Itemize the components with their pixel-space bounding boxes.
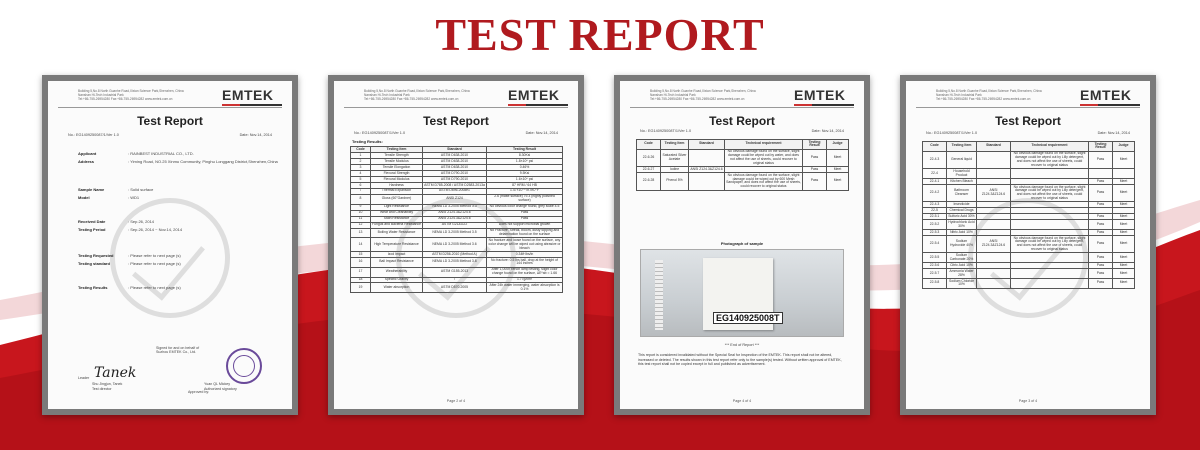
table-cell: Weatherability [371, 267, 423, 277]
field-address: Address : Yiming Road, NO.25 Xinmu Community, Pinghu Longgang District,Shenzhen,China [78, 159, 278, 164]
table-cell: 10 [351, 210, 371, 216]
field-testing-results: Testing Results : Please refer to next page (s) [78, 285, 181, 290]
table-cell: Tensile Strength [371, 152, 423, 158]
table-cell: 12 [351, 222, 371, 228]
table-header-row [637, 140, 849, 150]
table-cell: 13 [351, 228, 371, 238]
table-cell: Pass [1089, 220, 1113, 230]
table-cell: No obvious damage found on the surface, slight damage could be wiped out by Lilly detergent, and does not affect the use of sheets, could recover to original status [1011, 184, 1089, 201]
table-cell [977, 269, 1011, 279]
table-cell: ANSI Z124.3&Z124.6 [423, 216, 487, 222]
report-title: Test Report [709, 114, 775, 128]
table-cell: / [423, 277, 487, 283]
table-cell [1011, 253, 1089, 263]
table-cell: 9 [351, 204, 371, 210]
table-cell: ASTM D696-2008e1 [423, 188, 487, 194]
table-cell: Light Resistance [371, 204, 423, 210]
report-meta [640, 129, 844, 133]
table-cell: 3 [351, 164, 371, 170]
table-cell: After 1,000h xenon lamp testing, slight color change found on the surface, ΔE*ab = 1.66 [487, 267, 563, 277]
table-cell: 2.6 (matte surface) 79.3 (highly polished surface) [487, 194, 563, 204]
letterhead-divider [344, 107, 568, 108]
table-cell: Meet [1113, 253, 1135, 263]
table-cell: 22-4 [923, 169, 947, 179]
table-cell: ASTM D785-2008 / ASTM D2583-2013a [424, 182, 485, 187]
table-cell: ANSI Z124.3&Z124.6 [977, 184, 1011, 201]
table-cell [1011, 269, 1089, 279]
table-header-cell: Testing Result [1089, 142, 1113, 152]
table-cell: ASTM D638-2010 [423, 164, 487, 170]
table-cell: Pass [487, 210, 563, 216]
sample-photo [640, 249, 844, 337]
table-cell: General liquid [947, 151, 977, 168]
table-cell: Pass [1089, 178, 1113, 184]
field-applicant: Applicant : RAINBEST INDUSTRIAL CO., LTD. [78, 151, 194, 156]
table-cell [689, 173, 725, 190]
table-cell: 22-4.3 [923, 151, 947, 168]
table-cell: Izod Impact [371, 251, 423, 257]
table-cell: Boiling Water Resistance [371, 228, 423, 238]
table-cell: NEMA LD 3-2005 Method 3.6 [423, 238, 487, 252]
table-cell [977, 151, 1011, 168]
table-header-cell: Technical requirement [1011, 142, 1089, 152]
table-cell [1113, 169, 1135, 179]
letterhead-address: Building 5,No.8 North Guanhe Road,Xixian Science Park,Shenzhen, China Nanshan Hi-Tech Industrial Park Tel:+86-755-26954280 Fax:+86-755-26954282 www.emtek.com.cn [364, 89, 470, 101]
table-cell: Hardness [371, 182, 423, 188]
table-header-cell: Standard [689, 140, 725, 150]
letterhead-address: Building 5,No.8 North Guanhe Road,Xixian Science Park,Shenzhen, China Nanshan Hi-Tech Industrial Park Tel:+86-755-26954280 Fax:+86-755-26954282 www.emtek.com.cn [936, 89, 1042, 101]
table-cell: 22-5.8 [923, 278, 947, 288]
report-page-photo[interactable] [614, 75, 870, 415]
table-cell: No obvious damage found on the surface, slight damage could be wiped out by water, and does not affect the use of sheets, could recover to original status [725, 149, 803, 166]
table-header-cell: Code [637, 140, 661, 150]
table-header-cell: Standard [977, 142, 1011, 152]
table-cell: Pass [1089, 184, 1113, 201]
emtek-logo: EMTEK [1080, 87, 1140, 106]
report-title: Test Report [423, 114, 489, 128]
emtek-logo: EMTEK [794, 87, 854, 106]
table-header-cell: Technical requirement [725, 140, 803, 150]
table-cell [1089, 169, 1113, 179]
table-cell: Gloss (60°Gardner) [371, 194, 423, 204]
table-row [923, 236, 1135, 253]
table-cell: 22-5 [923, 208, 947, 214]
table-header-cell: Testing Item [661, 140, 689, 150]
table-cell: No obvious damage found on the surface, slight damage could be wiped out by 600 Mesh Sandpaper, and does not affect the use of sheets, could recover to original status [726, 172, 801, 189]
report-meta [68, 133, 272, 137]
field-sample-name: Sample Name : Solid surface [78, 187, 154, 192]
table-cell: Chemical Drugs [947, 208, 977, 214]
letterhead-address: Building 5,No.8 North Guanhe Road,Xixian Science Park,Shenzhen, China Nanshan Hi-Tech Industrial Park Tel:+86-755-26954280 Fax:+86-755-26954282 www.emtek.com.cn [650, 89, 756, 101]
report-number: No.: EG140925008T/1/Ver 1.0 [354, 131, 406, 135]
signature-block: Signed for and on behalf of Suzhou EMTEK Co., Ltd. Leader Tanek Shu Jingjun, Tanek Test director Approved by: Yuan QL Mickey Authorized signatory [78, 346, 274, 415]
field-received-date: Received Date : Sep.26, 2014 [78, 219, 155, 224]
sample-label: EG140925008T [713, 312, 783, 324]
table-cell: Meet [827, 167, 849, 173]
page-footer: Page 2 of 4 [446, 399, 466, 403]
table-cell: 18 [351, 277, 371, 283]
report-title: Test Report [137, 114, 203, 128]
table-cell: Household Product [947, 169, 977, 179]
field-model: Model : WD1 [78, 195, 140, 200]
table-cell: Thermal Expansion [371, 188, 423, 194]
table-cell: Pass [803, 173, 827, 190]
table-cell: No fracture: 0.5 lbs ball, drop at the height of 144 inches [487, 257, 563, 267]
table-cell: No fracture and loose found on the surface, any color change will be wiped out using abrasive or bleach [488, 237, 561, 250]
table-cell: Meet [1113, 236, 1135, 253]
table-cell: 14 [351, 238, 371, 252]
table-cell: Meet [827, 173, 849, 190]
table-cell: ASTM D638-2010 [423, 158, 487, 164]
table-cell: Pass [1089, 263, 1113, 269]
table-cell: Pass [803, 167, 827, 173]
table-cell: 22-5.7 [923, 269, 947, 279]
table-cell: Meet [1113, 220, 1135, 230]
table-header-cell: Testing Item [371, 147, 423, 153]
table-cell: High Temperature Resistance [371, 238, 423, 252]
page-footer: Page 4 of 4 [732, 399, 752, 403]
table-row [351, 257, 563, 267]
letterhead-address: Building 5,No.8 North Guanhe Road,Xixian Science Park,Shenzhen, China Nanshan Hi-Tech Industrial Park Tel:+86-755-26954280 Fax:+86-755-26954282 www.emtek.com.cn [78, 89, 184, 101]
results-table [636, 139, 849, 191]
report-date: Date: Nov.14, 2014 [239, 133, 272, 137]
report-number: No.: EG140925008T/1/Ver 1.0 [640, 129, 692, 133]
table-cell: Meet [1113, 151, 1135, 168]
table-cell: Iodine [661, 167, 689, 173]
table-cell: Meet [1113, 230, 1135, 236]
table-cell: ASTM G21&G22 [423, 222, 487, 228]
table-cell: 22-5.1 [923, 214, 947, 220]
check-circle-watermark-icon [110, 198, 230, 318]
table-cell: Specific Gravity [371, 277, 423, 283]
table-cell: 8 [351, 194, 371, 204]
report-title: Test Report [995, 114, 1061, 128]
report-date: Date: Nov.14, 2014 [811, 129, 844, 133]
field-testing-period: Testing Period : Sep.26, 2014 ~ Nov.14, 2014 [78, 227, 183, 232]
table-cell: Tensile Modulus [371, 158, 423, 164]
table-cell: Flexural Strength [371, 170, 423, 176]
table-cell: 15 [351, 251, 371, 257]
table-cell: ANSI Z124 [423, 194, 487, 204]
table-cell: 87 HRM / 64 HB [487, 182, 563, 188]
table-cell: 17 [351, 267, 371, 277]
table-cell: NEMA LD 3-2005 Method 3.8 [423, 257, 487, 267]
table-cell [977, 220, 1011, 230]
table-row [923, 253, 1135, 263]
table-cell: Pass [1089, 253, 1113, 263]
table-cell: After 24h water immerging, water absorption is 0.1% [487, 283, 563, 293]
table-cell: Bathroom Cleanser [947, 184, 977, 201]
table-cell: Wear and Cleanability [371, 210, 423, 216]
page-headline: TEST REPORT [435, 9, 765, 60]
table-cell: ASTM D790-2010 [423, 170, 487, 176]
table-cell: 22-4.2 [923, 184, 947, 201]
table-cell [689, 149, 725, 166]
table-cell: NEMA LD 3-2005 Method 3.3 [423, 204, 487, 210]
table-cell: 22-5.5 [923, 253, 947, 263]
table-cell: Saturated Silver Acetate [661, 149, 689, 166]
table-cell: ASTM D256-2010 (Method A) [423, 251, 487, 257]
table-cell: Meet [1113, 263, 1135, 269]
table-row [351, 238, 563, 252]
table-cell: 22-5.6 [923, 263, 947, 269]
table-row [637, 173, 849, 190]
table-cell: Flexural Modulus [371, 176, 423, 182]
table-cell: 22-5.3 [923, 230, 947, 236]
table-cell: Meet [827, 149, 849, 166]
table-cell: 6 [351, 182, 371, 188]
report-date: Date: Nov.14, 2014 [525, 131, 558, 135]
table-cell: 9.5Ksi [487, 170, 563, 176]
results-table [922, 141, 1135, 289]
table-cell: Ammonia Water 28% [947, 269, 977, 279]
emtek-logo: EMTEK [508, 87, 568, 106]
page-footer: Page 3 of 4 [1018, 399, 1038, 403]
table-row [923, 184, 1135, 201]
table-cell: NEMA LD 3-2005 Method 3.5 [423, 228, 487, 238]
table-cell: Sodium Hydroxide 40% [947, 236, 977, 253]
report-meta [926, 131, 1130, 135]
disclaimer: This report is considered invalidated without the Special Seal for Inspection of the EMTEK. This report shall not be altered, increased or deleted. The results shown in this test report refer only to the sample(s) tested. Without written approval of EMTEK, this test report shall not be copied except in full and published as advertisement. [638, 353, 842, 367]
table-cell: 1.6×10⁶ psi [487, 176, 563, 182]
approver-signature: Yuan QL Mickey Authorized signatory [204, 382, 237, 391]
table-cell: ASTM D570-2005 [423, 283, 487, 293]
table-cell: 19 [351, 283, 371, 293]
table-cell: 11 [351, 216, 371, 222]
table-cell: Sulfuric Acid 30% [948, 213, 975, 218]
table-row [923, 269, 1135, 279]
table-cell: 2 [351, 158, 371, 164]
table-cell: 1.47×10⁻⁵ in./in./°F [487, 188, 563, 194]
table-cell: Pass [803, 149, 827, 166]
table-cell: Sodium Chloride 10% [947, 278, 977, 288]
table-cell: No Fracture, Streak, bloom, dusty topping and delamination found on the surface [487, 228, 563, 238]
field-testing-requested: Testing Requested : Please refer to next page (s) [78, 253, 181, 258]
table-cell: Fungus and Bacteria Resistance [372, 222, 422, 227]
table-header-cell: Judge [827, 140, 849, 150]
table-cell: Pass [1089, 214, 1113, 220]
table-header-cell: Code [351, 147, 371, 153]
table-cell: 0.46% [487, 164, 563, 170]
table-cell: 1.77g/cm³ [487, 277, 563, 283]
table-cell: Does not support microbial growth [487, 222, 563, 228]
table-cell [977, 278, 1011, 288]
table-header-cell: Judge [1113, 142, 1135, 152]
section-label: Testing Results: [352, 139, 383, 144]
table-cell: Kitchen Bleach [947, 178, 977, 184]
table-header-cell: Standard [423, 147, 487, 153]
table-cell: 1 [351, 152, 371, 158]
end-of-report: *** End of Report *** [724, 343, 760, 347]
table-cell: No obvious color change found, grey scale 4.5 [487, 204, 563, 210]
table-cell: Meet [1113, 278, 1135, 288]
table-cell: 22-6.28 [637, 173, 661, 190]
table-cell: Meet [1113, 184, 1135, 201]
report-meta [354, 131, 558, 135]
table-cell [1011, 169, 1089, 179]
table-cell: Phenol 5% [661, 173, 689, 190]
tester-signature: Leader Tanek Shu Jingjun, Tanek Test director [78, 365, 137, 391]
table-cell: Citric Acid 10% [947, 263, 977, 269]
table-row [637, 149, 849, 166]
table-cell: Pass [487, 216, 563, 222]
table-cell: 16 [351, 257, 371, 267]
results-table [350, 146, 563, 293]
ruler [655, 260, 663, 330]
table-cell: 22-6.27 [637, 167, 661, 173]
table-cell: 22-5.4 [923, 236, 947, 253]
table-cell: Sodium Carbonate 20% [947, 253, 977, 263]
table-cell: Pass [1089, 151, 1113, 168]
table-row [923, 169, 1135, 179]
letterhead-divider [630, 107, 854, 108]
table-cell: No obvious damage found on the surface, slight damage could be wiped out by Lilly detergent, and does not affect the use of sheets, could recover to original status [1011, 151, 1089, 168]
table-row [351, 228, 563, 238]
field-testing-standard: Testing standard : Please refer to next page (s) [78, 261, 181, 266]
photo-title: Photograph of sample [720, 241, 764, 246]
table-cell: No obvious damage found on the surface, slight damage could be wiped out by Lilly detergent, and does not affect the use of sheets, could recover to original status [1011, 236, 1089, 253]
table-cell [977, 253, 1011, 263]
table-cell: Stain Resistance [371, 216, 423, 222]
letterhead-divider [58, 107, 282, 108]
table-cell: Meet [1113, 269, 1135, 279]
company-seal-icon [226, 348, 262, 384]
table-cell: ANSI Z124.3&Z124.6 [423, 210, 487, 216]
table-cell: ASTM G155-2013 [423, 267, 487, 277]
emtek-logo: EMTEK [222, 87, 282, 106]
table-cell: 0.34ft·lbs/in [487, 251, 563, 257]
table-cell: Pass [1089, 278, 1113, 288]
table-cell [977, 169, 1011, 179]
table-header-row [923, 142, 1135, 152]
table-cell: Insecticide [947, 202, 977, 208]
table-cell: 22-6.26 [637, 149, 661, 166]
table-cell: Pass [1089, 202, 1113, 208]
table-header-cell: Testing Result [803, 140, 827, 150]
report-date: Date: Nov.14, 2014 [1097, 131, 1130, 135]
table-header-cell: Code [923, 142, 947, 152]
table-cell: 22-5.2 [923, 220, 947, 230]
table-cell: Meet [1113, 202, 1135, 208]
table-cell: 22-4.1 [923, 178, 947, 184]
table-cell: 8.30Ksi [487, 152, 563, 158]
table-cell: 1.8×10⁶ psi [487, 158, 563, 164]
table-cell: ASTM D638-2010 [423, 152, 487, 158]
table-cell: ANSI Z124.3&Z124.6 [690, 166, 723, 171]
table-cell: Tensile Elongation [371, 164, 423, 170]
table-cell: Hydrochloric Acid 30% [948, 219, 975, 228]
table-row [351, 194, 563, 204]
letterhead-divider [916, 107, 1140, 108]
table-cell: Nitric Acid 10% [947, 230, 977, 236]
table-header-cell: Testing Item [947, 142, 977, 152]
table-cell: 22-4.3 [923, 202, 947, 208]
table-row [351, 283, 563, 293]
table-cell: ASTM D790-2010 [423, 176, 487, 182]
table-cell: Pass [1089, 269, 1113, 279]
report-page-chemicals[interactable] [900, 75, 1156, 415]
table-cell [1011, 278, 1089, 288]
table-cell: 5 [351, 176, 371, 182]
table-cell: Pass [1089, 230, 1113, 236]
report-number: No.: EG140925008T/1/Ver 1.0 [926, 131, 978, 135]
table-cell: Meet [1113, 178, 1135, 184]
table-cell: Ball Impact Resistance [371, 257, 423, 267]
table-header-cell: Testing Result [487, 147, 563, 153]
table-row [923, 278, 1135, 288]
report-page-results[interactable] [328, 75, 584, 415]
table-cell: 4 [351, 170, 371, 176]
table-cell: Meet [1113, 214, 1135, 220]
report-number: No.: EG1409250087/1/Ver 1.0 [68, 133, 119, 137]
table-cell: ANSI Z124.3&Z124.6 [977, 236, 1011, 253]
table-cell: 7 [351, 188, 371, 194]
table-row [923, 151, 1135, 168]
table-cell: Water absorption [371, 283, 423, 293]
table-cell: Pass [1089, 236, 1113, 253]
report-page-cover[interactable] [42, 75, 298, 415]
table-row [351, 267, 563, 277]
table-cell [1011, 220, 1089, 230]
table-row [923, 220, 1135, 230]
